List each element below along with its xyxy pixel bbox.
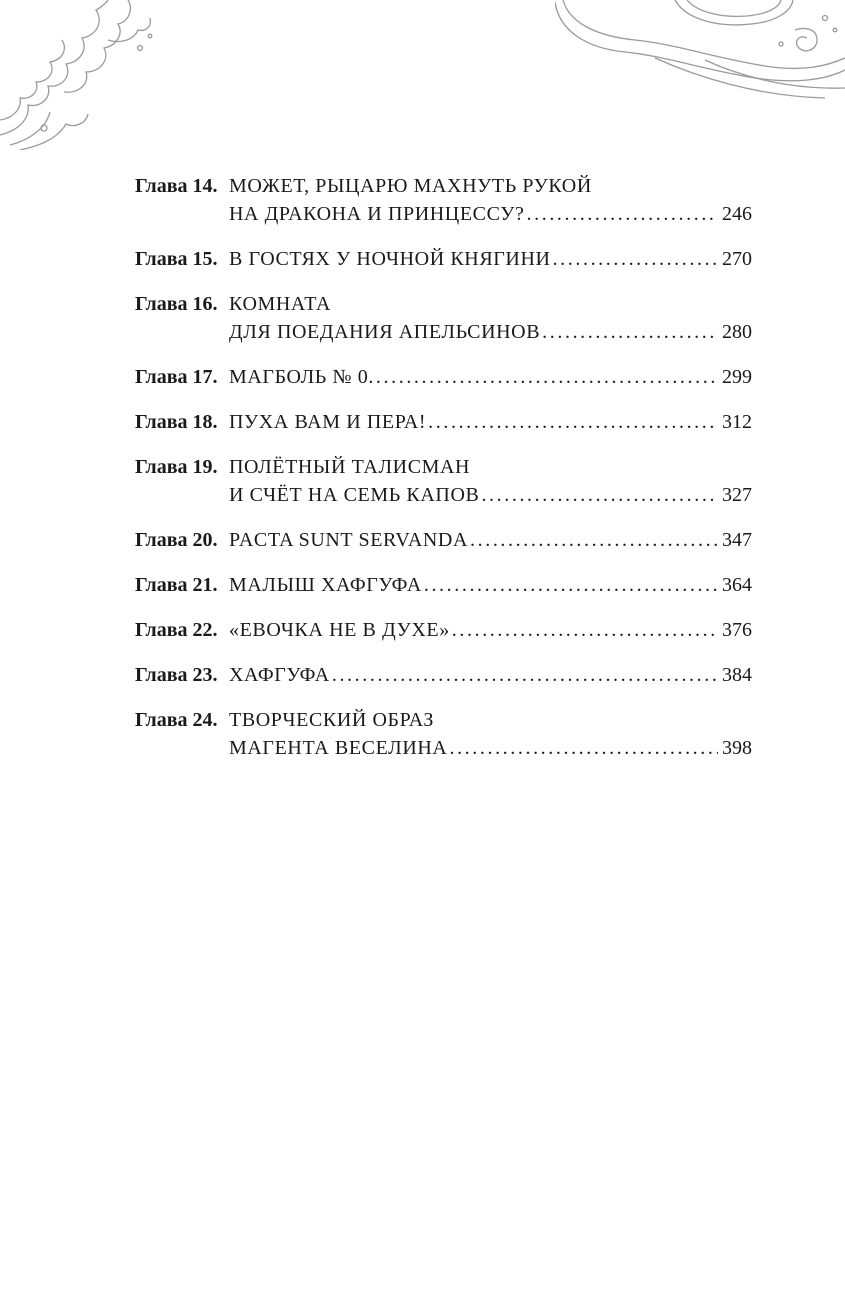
chapter-title-line: ТВОРЧЕСКИЙ ОБРАЗ [229,709,434,731]
chapter-title-line: ДЛЯ ПОЕДАНИЯ АПЕЛЬСИНОВ [229,321,541,343]
chapter-title-line: ХАФГУФА [229,664,330,686]
cloud-ornament-left-icon [0,0,160,150]
page-number: 384 [722,664,752,686]
dot-leader [481,481,718,509]
dot-leader [527,200,718,228]
chapter-title-line: ПОЛЁТНЫЙ ТАЛИСМАН [229,456,471,478]
chapter-label: Глава 16. [135,293,218,315]
chapter-label: Глава 23. [135,664,218,686]
chapter-title [229,616,752,644]
chapter-label: Глава 18. [135,411,218,433]
dot-leader [332,661,718,689]
chapter-label: Глава 22. [135,619,218,641]
chapter-label: Глава 21. [135,574,218,596]
chapter-title-line: НА ДРАКОНА И ПРИНЦЕССУ? [229,203,525,225]
dot-leader [424,571,718,599]
dot-leader [542,318,718,346]
chapter-title [229,706,752,762]
chapter-title-line: МАГБОЛЬ № 0. [229,366,374,388]
dot-leader [449,734,718,762]
chapter-title-line: МАГЕНТА ВЕСЕЛИНА [229,737,448,759]
chapter-title-line: «ЕВОЧКА НЕ В ДУХЕ» [229,619,450,641]
chapter-title-line: МОЖЕТ, РЫЦАРЮ МАХНУТЬ РУКОЙ [229,175,592,197]
chapter-title [229,571,752,599]
toc-entry[interactable] [135,526,752,554]
toc-entry[interactable] [135,453,752,509]
chapter-title [229,290,752,346]
page-number: 312 [722,411,752,433]
chapter-title [229,408,752,436]
toc-entry[interactable] [135,616,752,644]
chapter-label: Глава 15. [135,248,218,270]
chapter-title-line: ПУХА ВАМ И ПЕРА! [229,411,427,433]
page-number: 347 [722,529,752,551]
toc-entry[interactable] [135,290,752,346]
dot-leader [452,616,718,644]
toc-entry[interactable] [135,661,752,689]
page-number: 327 [722,484,752,506]
chapter-title [229,453,752,509]
dot-leader [470,526,718,554]
chapter-title-line: В ГОСТЯХ У НОЧНОЙ КНЯГИНИ [229,248,551,270]
chapter-title-line: КОМНАТА [229,293,332,315]
chapter-label: Глава 19. [135,456,218,478]
table-of-contents [135,172,752,762]
toc-entry[interactable] [135,408,752,436]
chapter-title [229,661,752,689]
chapter-label: Глава 20. [135,529,218,551]
page-number: 398 [722,737,752,759]
dot-leader [376,363,718,391]
toc-entry[interactable] [135,571,752,599]
chapter-label: Глава 24. [135,709,218,731]
dot-leader [428,408,718,436]
page-number: 376 [722,619,752,641]
chapter-title [229,245,752,273]
chapter-title [229,172,752,228]
chapter-title-line: PACTA SUNT SERVANDA [229,529,469,551]
dot-leader [553,245,718,273]
chapter-title-line: МАЛЫШ ХАФГУФА [229,574,422,596]
chapter-title [229,363,752,391]
chapter-title [229,526,752,554]
page-number: 280 [722,321,752,343]
page-number: 364 [722,574,752,596]
chapter-title-line: И СЧЁТ НА СЕМЬ КАПОВ [229,484,480,506]
toc-entry[interactable] [135,363,752,391]
toc-entry[interactable] [135,172,752,228]
page-number: 270 [722,248,752,270]
toc-entry[interactable] [135,706,752,762]
cloud-ornament-right-icon [555,0,845,100]
page-number: 246 [722,203,752,225]
toc-entry[interactable] [135,245,752,273]
page-number: 299 [722,366,752,388]
chapter-label: Глава 17. [135,366,218,388]
chapter-label: Глава 14. [135,175,218,197]
